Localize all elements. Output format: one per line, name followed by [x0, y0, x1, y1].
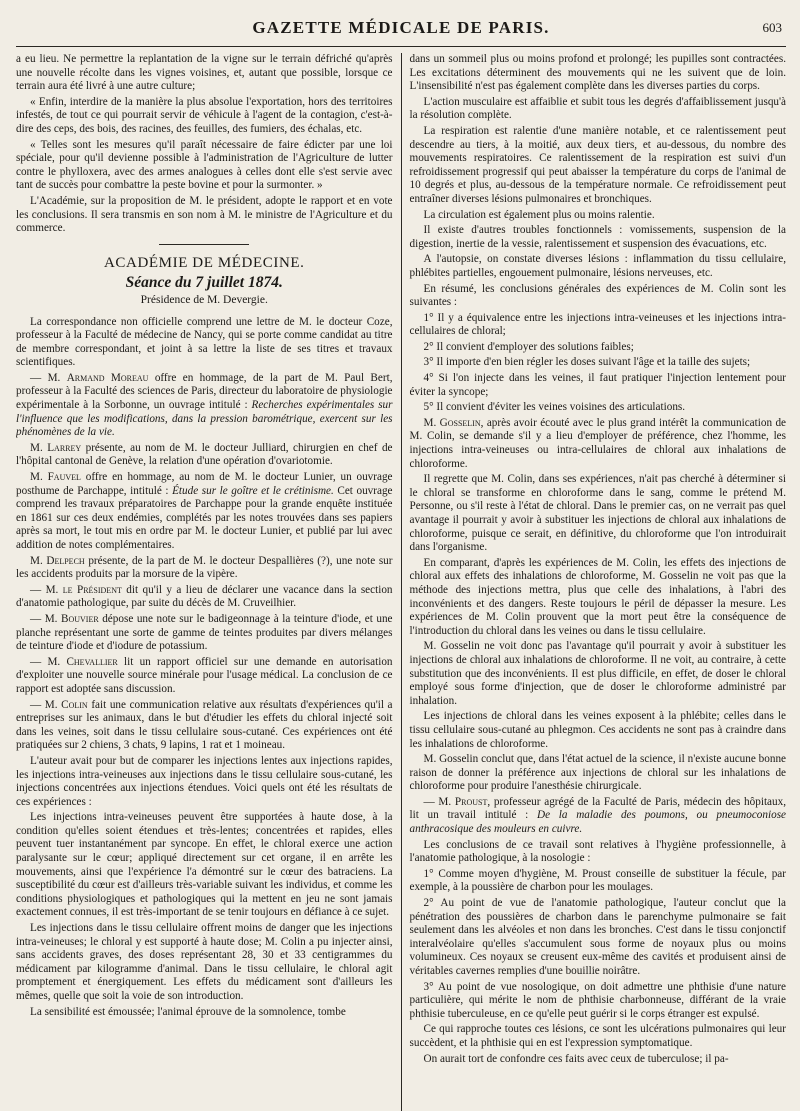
- speaker-name: Bouvier: [61, 612, 99, 625]
- speaker-name: Gosselin: [439, 416, 481, 429]
- paragraph: On aurait tort de confondre ces faits avec ceux de tuberculose; il pa-: [423, 1052, 729, 1065]
- left-column: [16, 53, 401, 1111]
- paragraph: « Telles sont les mesures qu'il paraît nécessaire de faire édicter par une loi spéciale, pour qu'il devienne possible à l'administration de l'Agriculture de lutter contre le phylloxera, avec des armes analogues à celles dont elle s'est servie avec tant de succès pour combattre la peste bovine et pour la surmonter. »: [16, 138, 393, 192]
- paragraph: — M. Chevallier lit un rapport officiel sur une demande en autorisation d'exploiter une nouvelle source minérale pour l'usage médical. La conclusion de ce rapport est adoptée sans discussion.: [16, 655, 393, 695]
- numbered-conclusion: 5° Il convient d'éviter les veines voisines des articulations.: [423, 401, 686, 414]
- numbered-conclusion: 2° Au point de vue de l'anatomie pathologique, l'auteur conclut que la pénétration des poussières de charbon dans le parenchyme pulmonaire se fait seulement dans les alvéoles et non dans les bronches. C'est dans le tissu conjonctif interalvéolaire qu'elles s'accumulent sous forme de noyaux plus ou moins volumineux. Ces noyaux se creusent eux-même des cavités et produisent ainsi de véritables cavernes remplies d'une bouillie noirâtre.: [409, 897, 787, 977]
- paragraph: Les injections de chloral dans les veines exposent à la phlébite; celles dans le tissu cellulaire sous-cutané au phlegmon. Ces accidents ne sont pas à craindre dans les inhalations de chloroforme.: [409, 710, 787, 750]
- speaker-name: Chevallier: [66, 655, 118, 668]
- paragraph: L'auteur avait pour but de comparer les injections lentes aux injections rapides, les injections intra-veineuses aux injections dans le tissu cellulaire sous-cutané, les injections concentrées aux injections étendues. Voici quels ont été les résultats de ces expériences :: [16, 754, 393, 808]
- speaker-name: Larrey: [47, 441, 82, 454]
- paragraph: En comparant, d'après les expériences de M. Colin, les effets des injections de chloral aux effets des inhalations de chloroforme, M. Gosselin ne voit pas que la méthode des injections mettra, plus que celle des inhalations, à l'abri des inconvénients et des dangers. Reste toujours le péril de dépasser la mesure. Les expériences de M. Colin prouvent que la mort peut être la conséquence de l'introduction du chloral dans les veines ou dans le tissu cellulaire.: [409, 556, 787, 637]
- paragraph: M. Gosselin conclut que, dans l'état actuel de la science, il n'existe aucune bonne raison de donner la préférence aux injections de chloral sur les inhalations de chloroforme pour produire l'anesthésie chirurgicale.: [409, 753, 787, 793]
- section-divider: [159, 244, 249, 245]
- paragraph: L'Académie, sur la proposition de M. le président, adopte le rapport et en vote les conclusions. Il sera transmis en son nom à M. le ministre de l'Agriculture et du commerce.: [16, 194, 393, 235]
- paragraph: « Enfin, interdire de la manière la plus absolue l'exportation, hors des territoires infestés, de tout ce qui pourrait servir de véhicule à l'agent de la contagion, c'est-à-dire des ceps, des bois, des racines, des feuilles, des fumiers, des échalas, etc.: [16, 95, 393, 135]
- paragraph: a eu lieu. Ne permettre la replantation de la vigne sur le terrain défriché qu'après une nouvelle récolte dans les vignes voisines, et, autant que possible, lorsque ce terrain aura été livré à une autre culture;: [16, 53, 393, 93]
- speaker-name: Proust: [454, 795, 488, 808]
- paragraph: En résumé, les conclusions générales des expériences de M. Colin sont les suivantes :: [409, 282, 787, 309]
- running-title: GAZETTE MÉDICALE DE PARIS.: [252, 18, 550, 37]
- work-title: Étude sur le goître et le crétinisme.: [172, 484, 334, 497]
- paragraph: M. Delpech présente, de la part de M. le docteur Despallières (?), une note sur les accidents produits par la morsure de la vipère.: [16, 554, 393, 581]
- paragraph: A l'autopsie, on constate diverses lésions : inflammation du tissu cellulaire, phlébites partielles, engouement pulmonaire, lésions nerveuses, etc.: [409, 253, 787, 279]
- numbered-conclusion: 2° Il convient d'employer des solutions faibles;: [423, 340, 634, 353]
- paragraph: M. Gosselin ne voit donc pas l'avantage qu'il pourrait y avoir à substituer les injections de chloral aux inhalations de chloroforme. Il ne voit, au contraire, à cette substitution que des inconvénients. Il est plus difficile, en effet, de doser le chloral employé sous forme d'injection, que de doser le chloroforme administré par inhalation.: [409, 640, 787, 707]
- paragraph: La respiration est ralentie d'une manière notable, et ce ralentissement peut descendre au tiers, à la moitié, aux deux tiers, et au-dessous, du nombre des mouvements respiratoires. Ce ralentissement de la respiration est suivi d'un refroidissement progressif qui peut abaisser la température du corps de l'animal de 10 degrés et plus, au-dessous de la température normale. Ce refroidissement peut entraîner diverses lésions pulmonaires et bronchiques.: [409, 124, 787, 205]
- paragraph: La circulation est également plus ou moins ralentie.: [423, 208, 655, 221]
- paragraph: M. Fauvel offre en hommage, au nom de M. le docteur Lunier, un ouvrage posthume de Parchappe, intitulé : Étude sur le goître et le crétinisme. Cet ouvrage comprend les travaux préparatoires de Parchappe pour la grande enquête instituée en 1861 sur ces deux endémies, complétés par les notes trouvées dans ses papiers après sa mort, le tout mis en ordre par M. le docteur Lunier, et publié par lui avec addition de notes complémentaires.: [16, 471, 393, 551]
- speaker-name: Fauvel: [47, 471, 81, 484]
- session-title: Séance du 7 juillet 1874.: [125, 274, 283, 292]
- paragraph: Les conclusions de ce travail sont relatives à l'hygiène professionnelle, à l'anatomie pathologique, à la nosologie :: [409, 838, 787, 865]
- speaker-name: Delpech: [46, 554, 85, 567]
- work-title: De la maladie des poumons, ou pneumoconiose anthracosique des mouleurs en cuivre.: [409, 809, 787, 836]
- numbered-conclusion: 3° Il importe d'en bien régler les doses suivant l'âge et la taille des sujets;: [423, 356, 751, 369]
- right-column: [402, 53, 787, 1111]
- speaker-name: Colin: [61, 698, 88, 711]
- paragraph: Il existe d'autres troubles fonctionnels : vomissements, suspension de la digestion, inertie de la vessie, ralentissement et suspension des évacuations, etc.: [409, 224, 787, 250]
- work-title: Recherches expérimentales sur l'influence que les modifications, dans la pression barométrique, exercent sur les phénomènes de la vie.: [16, 399, 393, 439]
- paragraph: — M. Proust, professeur agrégé de la Faculté de Paris, médecin des hôpitaux, lit un travail intitulé : De la maladie des poumons, ou pneumoconiose anthracosique des mouleurs en cuivre.: [409, 795, 787, 836]
- text-columns: [16, 53, 786, 1111]
- paragraph: L'action musculaire est affaiblie et subit tous les degrés d'affaiblissement jusqu'à la résolution complète.: [409, 95, 787, 122]
- paragraph: M. Gosselin, après avoir écouté avec le plus grand intérêt la communication de M. Colin, se demande s'il y a lieu d'employer de préférence, chez l'homme, les injections intra-veineuses ou intra-cellulaires de chloral aux inhalations de chloroforme.: [409, 416, 787, 470]
- numbered-conclusion: 1° Il y a équivalence entre les injections intra-veineuses et les injections intra-cellulaires de chloral;: [409, 311, 787, 338]
- paragraph: La correspondance non officielle comprend une lettre de M. le docteur Coze, professeur à la Faculté de médecine de Nancy, qui se porte comme candidat au titre de membre correspondant, et joint à sa lettre la liste de ses titres et travaux scientifiques.: [16, 315, 393, 369]
- speaker-name: Armand Moreau: [66, 371, 149, 384]
- page-number: 603: [762, 20, 782, 35]
- paragraph: — M. Colin fait une communication relative aux résultats d'expériences qu'il a entreprises sur les animaux, dans le but d'étudier les effets du chloral injecté soit dans les veines, soit dans le tissu cellulaire sous-cutané. Ces expériences ont été pratiquées sur 2 chiens, 3 chats, 9 lapins, 1 rat et 1 moineau.: [16, 698, 393, 752]
- paragraph: — M. Bouvier dépose une note sur le badigeonnage à la teinture d'iode, et une planche représentant une sorte de gamme de teintes produites par divers mélanges de teinture d'iode et d'iodure de potassium.: [16, 612, 393, 653]
- speaker-name: le Président: [62, 583, 122, 596]
- paragraph: dans un sommeil plus ou moins profond et prolongé; les pupilles sont contractées. Les excitations déterminent des mouvements qui ne les suivent que de loin. L'insensibilité n'est pas également complète dans les diverses parties du corps.: [409, 53, 787, 93]
- presidence-line: Présidence de M. Devergie.: [140, 293, 268, 306]
- paragraph: — M. Armand Moreau offre en hommage, de la part de M. Paul Bert, professeur à la Faculté des sciences de Paris, directeur du laboratoire de physiologie expérimentale à la Sorbonne, un ouvrage intitulé : Recherches expérimentales sur l'influence que les modifications, dans la pression barométrique, exercent sur les phénomènes de la vie.: [16, 371, 393, 439]
- numbered-conclusion: 4° Si l'on injecte dans les veines, il faut pratiquer l'injection lentement pour éviter la syncope;: [409, 372, 787, 398]
- section-title: ACADÉMIE DE MÉDECINE.: [104, 254, 305, 271]
- numbered-conclusion: 3° Au point de vue nosologique, on doit admettre une phthisie d'une nature particulière, qui mérite le nom de phthisie charbonneuse, différant de la vraie phthisie tuberculeuse, en ce qu'elle peut guérir si le corps étranger est expulsé.: [409, 980, 787, 1020]
- paragraph: Il regrette que M. Colin, dans ses expériences, n'ait pas cherché à déterminer si le chloral se transforme en chloroforme dans le sang, comme le prétend M. Personne, ou s'il reste à l'état de chloral. Dans le premier cas, on ne verrait pas quel avantage il pourrait y avoir à substituer les injections de chloral aux inhalations de chloroforme, puisque ce serait, en définitive, du chloroforme que l'on introduirait dans l'organisme.: [409, 473, 787, 554]
- paragraph: Les injections intra-veineuses peuvent être supportées à haute dose, à la condition qu'elles soient étendues et très-lentes; concentrées et rapides, elles peuvent tuer instantanément par syncope. En effet, le chloral exerce une action paralysante sur le cœur; appliqué directement sur cet organe, il en arrête les mouvements, ainsi que l'expérience l'a démontré sur le cœur des batraciens. La susceptibilité du cœur est d'ailleurs très-variable suivant les individus, et comme les conditions physiologiques et pathologiques qui la mettent en jeu ne sont jamais exactement connues, il est très-important de se tenir toujours en défiance à ce sujet.: [16, 811, 393, 919]
- numbered-conclusion: 1° Comme moyen d'hygiène, M. Proust conseille de substituer la fécule, par exemple, à la poussière de charbon pour les moulages.: [409, 867, 787, 894]
- paragraph: Les injections dans le tissu cellulaire offrent moins de danger que les injections intra-veineuses; le chloral y est supporté à haute dose; M. Colin a pu injecter ainsi, sans accidents graves, des doses représentant 28, 30 et 33 centigrammes du médicament par kilogramme d'animal. Dans le tissu cellulaire, le chloral agit promptement et énergiquement. Les effets du médicament sont d'ailleurs les mêmes, quelle que soit la voie de son introduction.: [16, 922, 393, 1002]
- page-header: [16, 14, 786, 47]
- paragraph: Ce qui rapproche toutes ces lésions, ce sont les ulcérations pulmonaires qui leur succèdent, et la phthisie qui en est l'expression symptomatique.: [409, 1023, 787, 1049]
- paragraph: M. Larrey présente, au nom de M. le docteur Julliard, chirurgien en chef de l'hôpital cantonal de Genève, la relation d'une opération d'ovariotomie.: [16, 441, 393, 468]
- paragraph: La sensibilité est émoussée; l'animal éprouve de la somnolence, tombe: [30, 1005, 346, 1018]
- paragraph: — M. le Président dit qu'il y a lieu de déclarer une vacance dans la section d'anatomie pathologique, par suite du décès de M. Cruveilhier.: [16, 583, 393, 610]
